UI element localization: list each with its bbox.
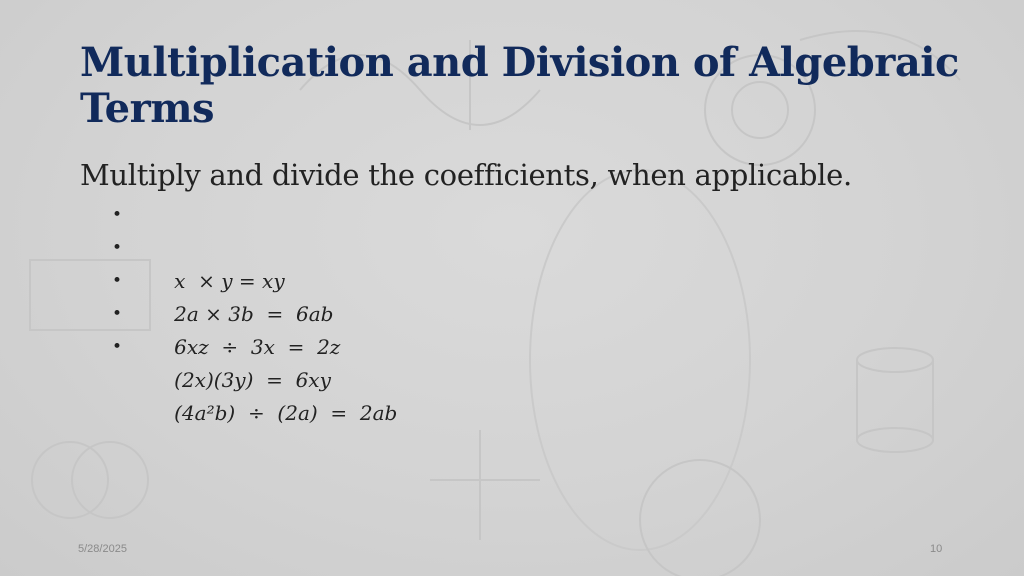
bg-cylinder-bottom	[857, 428, 933, 452]
bg-arm-sketch	[530, 170, 750, 550]
equation-text: 2a × 3b = 6ab	[174, 302, 334, 326]
page-number: 10	[930, 543, 943, 555]
equation-text: (4a²b) ÷ (2a) = 2ab	[174, 401, 398, 425]
equation-text: 6xz ÷ 3x = 2z	[174, 335, 341, 359]
slide-title: Multiplication and Division of Algebraic Terms	[80, 39, 959, 132]
footer-date: 5/28/2025	[78, 543, 127, 555]
equation-list	[112, 199, 398, 425]
bullet-icon: •	[112, 304, 123, 324]
equation-text: x × y = xy	[174, 269, 285, 293]
slide-subtitle: Multiply and divide the coefficients, when applicable.	[80, 158, 852, 192]
bg-cylinder-top	[857, 348, 933, 372]
bg-venn-circle-left	[32, 442, 108, 518]
bullet-icon: •	[112, 238, 123, 258]
list-item	[112, 199, 397, 293]
bullet-icon: •	[112, 205, 123, 225]
bullet-icon: •	[112, 271, 123, 291]
equation-text: (2x)(3y) = 6xy	[174, 368, 331, 392]
bullet-icon: •	[112, 337, 123, 357]
